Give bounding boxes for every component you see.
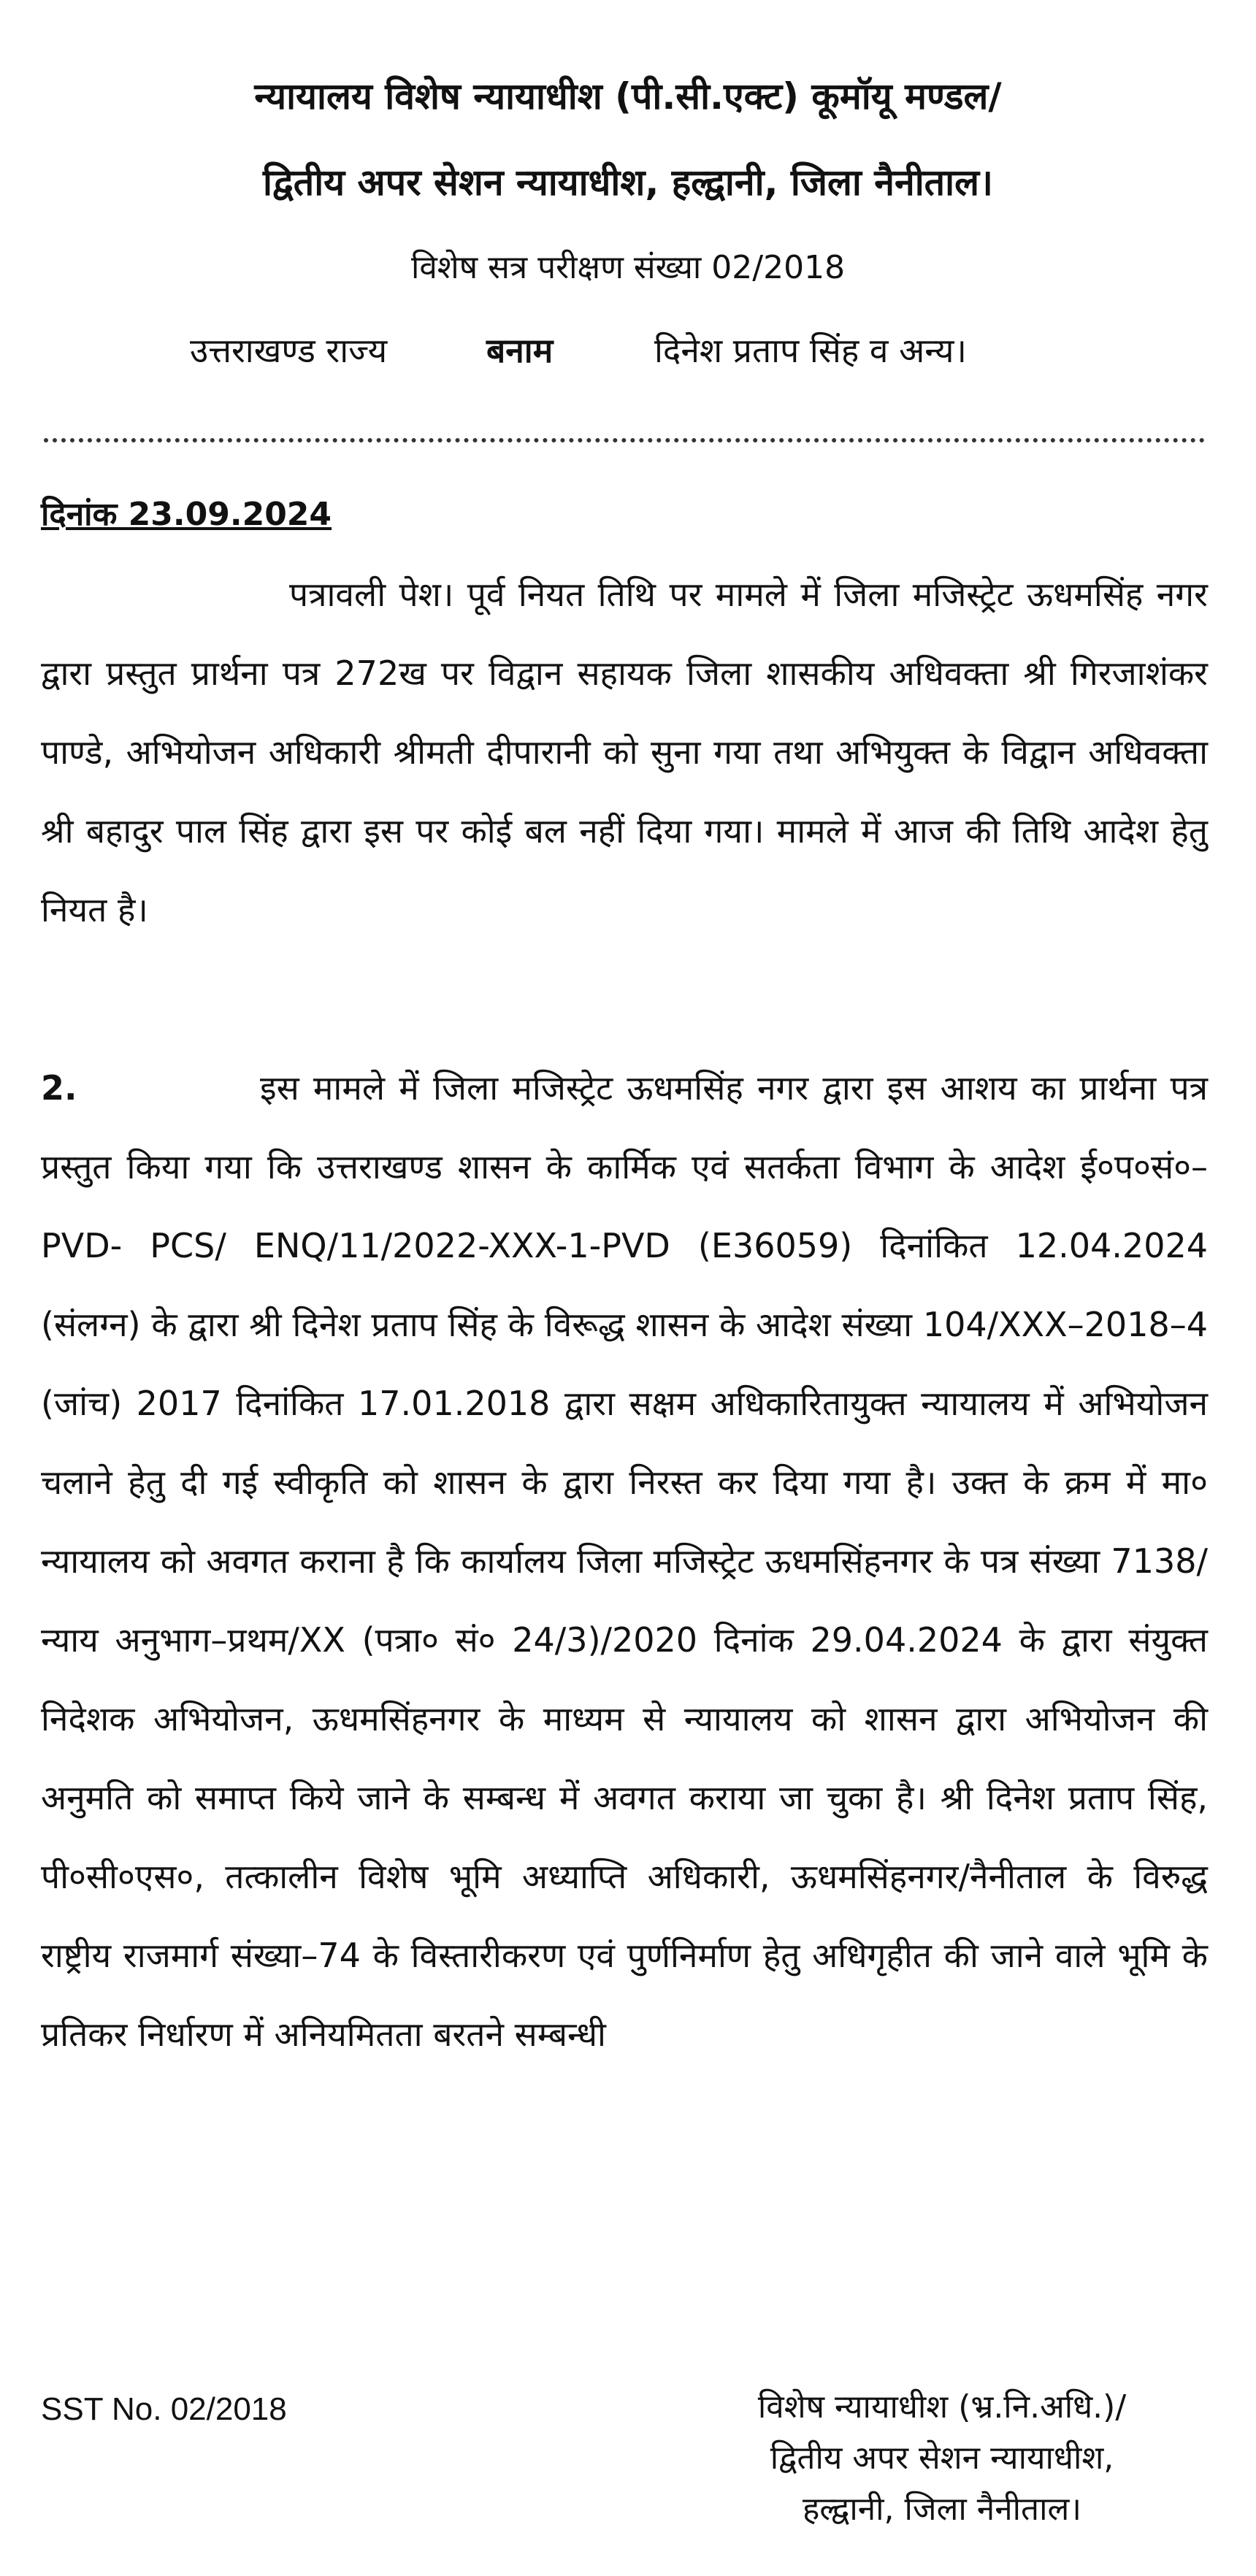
case-reference: SST No. 02/2018	[41, 2391, 287, 2427]
signature-line-1: विशेष न्यायाधीश (भ्र.नि.अधि.)/	[757, 2388, 1127, 2426]
court-title-line1: न्यायालय विशेष न्यायाधीश (पी.सी.एक्ट) कूमॉयू मण्डल/	[254, 75, 1002, 118]
versus-label: बनाम	[486, 331, 554, 370]
judge-signature-block	[679, 2382, 1205, 2535]
order-date: दिनांक 23.09.2024	[41, 496, 332, 533]
court-title-line2: द्वितीय अपर सेशन न्यायाधीश, हल्द्वानी, जिला नैनीताल।	[263, 161, 993, 204]
defendant: दिनेश प्रताप सिंह व अन्य।	[654, 331, 967, 370]
paragraph-number: 2.	[41, 1068, 77, 1108]
case-number: विशेष सत्र परीक्षण संख्या 02/2018	[410, 249, 846, 286]
separator-line	[44, 438, 1205, 442]
order-paragraph-2	[41, 1049, 1208, 2074]
paragraph-2-text: इस मामले में जिला मजिस्ट्रेट ऊधमसिंह नगर द्वारा इस आशय का प्रार्थना पत्र प्रस्तुत किया गया कि उत्तराखण्ड शासन के कार्मिक एवं सतर्कता विभाग के आदेश ई०प०सं०–PVD- PCS/ ENQ/11/2022-XXX-1-PVD (E36059) दिनांकित 12.04.2024 (संलग्न) के द्वारा श्री दिनेश प्रताप सिंह के विरूद्ध शासन के आदेश संख्या 104/XXX–2018–4 (जांच) 2017 दिनांकित 17.01.2018 द्वारा सक्षम अधिकारितायुक्त न्यायालय में अभियोजन चलाने हेतु दी गई स्वीकृति को शासन के द्वारा निरस्त कर दिया गया है। उक्त के क्रम में मा० न्यायालय को अवगत कराना है कि कार्यालय जिला मजिस्ट्रेट ऊधमसिंहनगर के पत्र संख्या 7138/न्याय अनुभाग–प्रथम/XX (पत्रा० सं० 24/3)/2020 दिनांक 29.04.2024 के द्वारा संयुक्त निदेशक अभियोजन, ऊधमसिंहनगर के माध्यम से न्यायालय को शासन द्वारा अभियोजन की अनुमति को समाप्त किये जाने के सम्बन्ध में अवगत कराया जा चुका है। श्री दिनेश प्रताप सिंह, पी०सी०एस०, तत्कालीन विशेष भूमि अध्याप्ति अधिकारी, ऊधमसिंहनगर/नैनीताल के विरुद्ध राष्ट्रीय राजमार्ग संख्या–74 के विस्तारीकरण एवं पुर्णनिर्माण हेतु अधिगृहीत की जाने वाले भूमि के प्रतिकर निर्धारण में अनियमितता बरतने सम्बन्धी	[41, 1068, 1208, 2054]
order-paragraph-1: पत्रावली पेश। पूर्व नियत तिथि पर मामले में जिला मजिस्ट्रेट ऊधमसिंह नगर द्वारा प्रस्तुत प्रार्थना पत्र 272ख पर विद्वान सहायक जिला शासकीय अधिवक्ता श्री गिरजाशंकर पाण्डे, अभियोजन अधिकारी श्रीमती दीपारानी को सुना गया तथा अभियुक्त के विद्वान अधिवक्ता श्री बहादुर पाल सिंह द्वारा इस पर कोई बल नहीं दिया गया। मामले में आज की तिथि आदेश हेतु नियत है।	[41, 575, 1208, 929]
signature-line-3: हल्द्वानी, जिला नैनीताल।	[802, 2491, 1082, 2528]
plaintiff: उत्तराखण्ड राज्य	[190, 331, 388, 370]
signature-line-2: द्वितीय अपर सेशन न्यायाधीश,	[770, 2439, 1114, 2477]
